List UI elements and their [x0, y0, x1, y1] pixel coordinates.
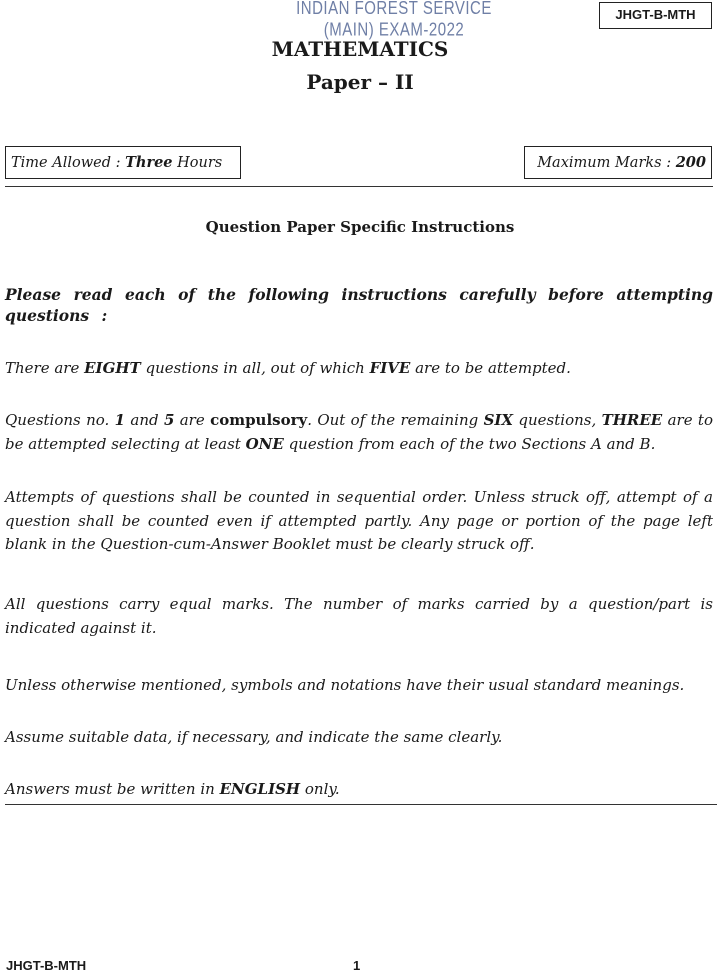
- p1-text-c: questions in all, out of which: [140, 359, 370, 377]
- p1-five: FIVE: [369, 359, 411, 377]
- p2-one: ONE: [245, 434, 284, 453]
- p2-compulsory: compulsory: [210, 411, 308, 429]
- time-value: Three: [125, 154, 173, 171]
- marks-value: 200: [675, 154, 706, 171]
- p2-text-c: and: [125, 411, 164, 429]
- instructions-lead: Please read each of the following instructions carefully before attempting questions :: [5, 285, 713, 325]
- p2-text-i: questions,: [513, 411, 602, 429]
- maximum-marks-box: [524, 146, 712, 179]
- instruction-sequential-order: Attempts of questions shall be counted in sequential order. Unless struck off, attempt of a question shall be counted even if attempted partly. Any page or portion of the page left blank in the Question-cum-Answer Booklet must be clearly struck off.: [5, 488, 713, 553]
- p2-six: SIX: [483, 411, 514, 429]
- p2-text-m: question from each of the two Sections A and B.: [283, 434, 656, 453]
- p7-english: ENGLISH: [219, 780, 301, 798]
- page-number: 1: [353, 958, 361, 973]
- instruction-question-count: [5, 357, 713, 381]
- footer-paper-code: JHGT-B-MTH: [6, 958, 87, 973]
- instruction-assume-data: Assume suitable data, if necessary, and indicate the same clearly.: [5, 728, 503, 746]
- p1-text-e: are to be attempted.: [410, 359, 571, 377]
- p2-num-1: 1: [114, 411, 126, 429]
- p2-text-a: Questions no.: [5, 411, 115, 429]
- top-divider: [5, 186, 713, 187]
- paper-subtitle: Paper – II: [306, 70, 414, 94]
- p2-text-g: . Out of the remaining: [307, 411, 484, 429]
- p1-text-a: There are: [5, 359, 85, 377]
- p7-text-a: Answers must be written in: [5, 780, 220, 798]
- instruction-compulsory: [5, 409, 713, 456]
- p2-text-e: are: [174, 411, 211, 429]
- marks-label: Maximum Marks :: [537, 155, 676, 171]
- time-label: Time Allowed :: [11, 155, 126, 171]
- p2-num-5: 5: [163, 411, 175, 429]
- p2-text-k: are to be attempted selecting at least: [5, 411, 713, 453]
- exam-watermark: INDIAN FOREST SERVICE (MAIN) EXAM-2022: [296, 0, 492, 41]
- instruction-symbols: Unless otherwise mentioned, symbols and notations have their usual standard meanings.: [5, 676, 685, 694]
- instruction-equal-marks: All questions carry equal marks. The number of marks carried by a question/part is indicated against it.: [5, 595, 713, 637]
- paper-code-box: JHGT-B-MTH: [599, 2, 712, 29]
- instruction-language: [5, 778, 713, 802]
- p7-text-c: only.: [300, 780, 340, 798]
- p1-eight: EIGHT: [84, 359, 141, 377]
- paper-title: MATHEMATICS: [271, 37, 449, 61]
- time-unit: Hours: [172, 155, 223, 171]
- p2-three: THREE: [601, 411, 663, 429]
- instructions-heading: Question Paper Specific Instructions: [205, 218, 515, 236]
- time-allowed-box: [5, 146, 241, 179]
- bottom-divider: [5, 804, 717, 805]
